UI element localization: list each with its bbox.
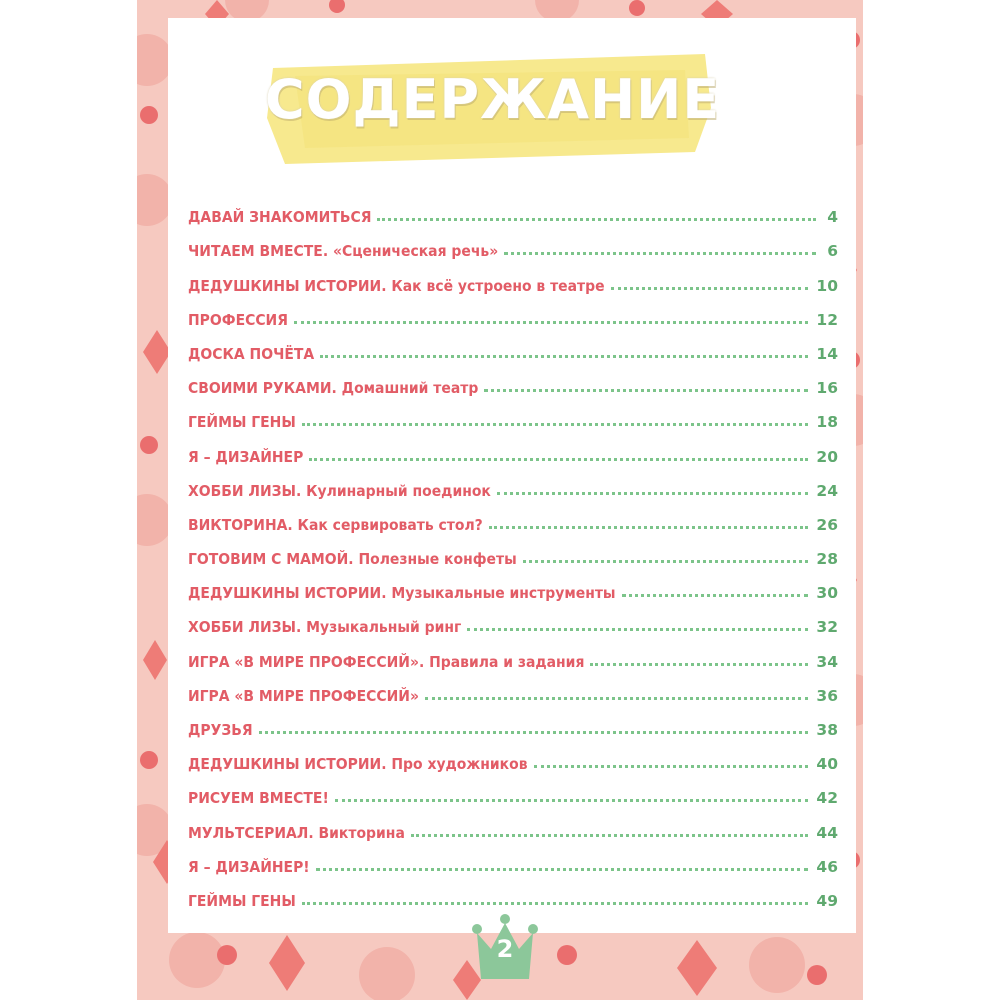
toc-entry-label: Я – ДИЗАЙНЕР <box>188 447 304 466</box>
leader-dots <box>467 628 808 631</box>
table-of-contents <box>188 192 838 910</box>
toc-entry-label: СВОИМИ РУКАМИ. Домашний театр <box>188 379 479 398</box>
toc-entry-label: ХОББИ ЛИЗЫ. Кулинарный поединок <box>188 481 491 500</box>
toc-entry <box>188 705 838 739</box>
leader-dots <box>590 663 808 666</box>
toc-entry-page: 38 <box>816 721 838 739</box>
toc-entry <box>188 568 838 602</box>
leader-dots <box>320 355 808 358</box>
toc-entry-page: 34 <box>816 652 838 671</box>
leader-dots <box>302 423 809 426</box>
toc-entry <box>188 602 838 636</box>
toc-entry-label: РИСУЕМ ВМЕСТЕ! <box>188 789 329 808</box>
leader-dots <box>425 697 808 700</box>
toc-entry-page: 10 <box>816 276 838 295</box>
toc-entry-page: 40 <box>816 755 838 774</box>
leader-dots <box>523 560 809 563</box>
leader-dots <box>411 834 809 837</box>
toc-entry-label: ГЕЙМЫ ГЕНЫ <box>188 413 296 432</box>
leader-dots <box>335 799 809 802</box>
toc-entry <box>188 842 838 876</box>
toc-entry-page: 18 <box>816 413 838 432</box>
toc-entry-label: ГЕЙМЫ ГЕНЫ <box>188 891 296 910</box>
toc-entry-page: 14 <box>816 344 838 363</box>
page-number: 2 <box>496 935 514 963</box>
toc-entry-page: 20 <box>816 447 838 466</box>
toc-entry-page: 36 <box>816 686 838 705</box>
leader-dots <box>497 492 809 495</box>
toc-entry-label: ИГРА «В МИРЕ ПРОФЕССИЙ» <box>188 686 419 705</box>
toc-entry-page: 44 <box>816 823 838 842</box>
toc-entry-label: ДЕДУШКИНЫ ИСТОРИИ. Как всё устроено в театре <box>188 276 605 295</box>
leader-dots <box>611 287 809 290</box>
toc-entry <box>188 739 838 773</box>
toc-entry-label: ВИКТОРИНА. Как сервировать стол? <box>188 515 483 534</box>
leader-dots <box>309 458 808 461</box>
toc-entry <box>188 671 838 705</box>
toc-entry <box>188 773 838 807</box>
toc-entry <box>188 295 838 329</box>
toc-entry <box>188 807 838 841</box>
toc-entry <box>188 500 838 534</box>
toc-entry-label: ДАВАЙ ЗНАКОМИТЬСЯ <box>188 208 372 227</box>
toc-entry-label: ГОТОВИМ С МАМОЙ. Полезные конфеты <box>188 550 517 569</box>
toc-entry <box>188 636 838 670</box>
toc-entry <box>188 226 838 260</box>
toc-entry <box>188 397 838 431</box>
leader-dots <box>489 526 809 529</box>
toc-entry <box>188 466 838 500</box>
leader-dots <box>259 731 809 734</box>
toc-entry <box>188 363 838 397</box>
toc-entry <box>188 192 838 226</box>
toc-entry <box>188 431 838 465</box>
leader-dots <box>622 594 809 597</box>
toc-entry <box>188 329 838 363</box>
toc-entry-page: 24 <box>816 481 838 500</box>
leader-dots <box>294 321 808 324</box>
toc-entry-label: ХОББИ ЛИЗЫ. Музыкальный ринг <box>188 618 462 637</box>
toc-entry-page: 12 <box>816 310 838 329</box>
toc-entry-label: ДРУЗЬЯ <box>188 721 253 739</box>
toc-entry-page: 6 <box>827 242 838 261</box>
leader-dots <box>484 389 808 392</box>
leader-dots <box>504 252 816 255</box>
toc-entry-label: ДЕДУШКИНЫ ИСТОРИИ. Музыкальные инструменты <box>188 584 616 603</box>
toc-entry-label: ИГРА «В МИРЕ ПРОФЕССИЙ». Правила и задания <box>188 652 585 671</box>
toc-entry-page: 32 <box>816 618 838 637</box>
toc-entry <box>188 260 838 294</box>
leader-dots <box>316 868 809 871</box>
toc-entry-page: 46 <box>816 857 838 876</box>
toc-entry <box>188 534 838 568</box>
toc-entry-page: 28 <box>816 550 838 569</box>
toc-entry-label: ЧИТАЕМ ВМЕСТЕ. «Сценическая речь» <box>188 242 499 261</box>
toc-entry-label: ПРОФЕССИЯ <box>188 310 288 329</box>
toc-entry-page: 4 <box>827 208 838 227</box>
toc-entry-label: МУЛЬТСЕРИАЛ. Викторина <box>188 823 405 842</box>
page-title: СОДЕРЖАНИЕ <box>265 68 721 131</box>
leader-dots <box>534 765 809 768</box>
toc-entry-page: 30 <box>816 584 838 603</box>
leader-dots <box>302 902 809 905</box>
toc-entry-page: 16 <box>816 379 838 398</box>
toc-entry-label: ДЕДУШКИНЫ ИСТОРИИ. Про художников <box>188 755 528 774</box>
toc-entry-label: Я – ДИЗАЙНЕР! <box>188 857 310 876</box>
toc-entry-label: ДОСКА ПОЧЁТА <box>188 344 315 363</box>
toc-entry-page: 42 <box>816 789 838 808</box>
toc-entry-page: 26 <box>816 515 838 534</box>
toc-entry-page: 49 <box>816 891 838 910</box>
leader-dots <box>377 218 816 221</box>
